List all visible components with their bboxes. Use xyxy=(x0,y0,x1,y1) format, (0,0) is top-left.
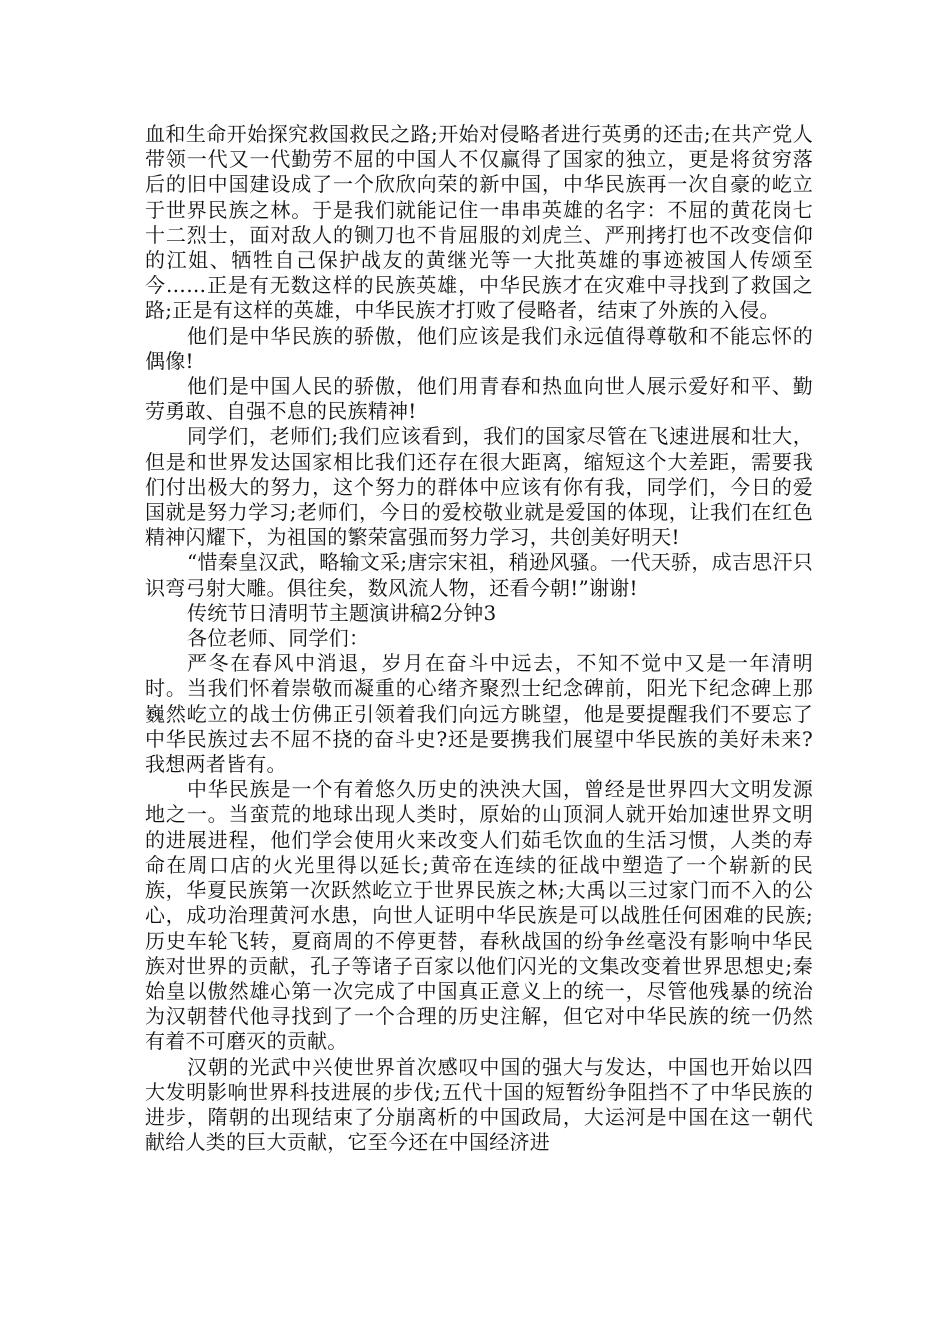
paragraph-history: 中华民族是一个有着悠久历史的泱泱大国，曾经是世界四大文明发源地之一。当蛮荒的地球出现人类时，原始的山顶洞人就开始加速世界文明的进展进程，他们学会使用火来改变人们茹毛饮血的生活习惯，人类的寿命在周口店的火光里得以延长;黄帝在连续的征战中塑造了一个崭新的民族，华夏民族第一次跃然屹立于世界民族之林;大禹以三过家门而不入的公心，成功治理黄河水患，向世人证明中华民族是可以战胜任何困难的民族;历史车轮飞转，夏商周的不停更替，春秋战国的纷争丝毫没有影响中华民族对世界的贡献，孔子等诸子百家以他们闪光的文集改变着世界思想史;秦始皇以傲然雄心第一次完成了中国真正意义上的统一，尽管他残暴的统治为汉朝替代他寻找到了一个合理的历史注解，但它对中华民族的统一仍然有着不可磨灭的贡献。 xyxy=(145,777,813,1054)
paragraph-han-dynasty: 汉朝的光武中兴使世界首次感叹中国的强大与发达，中国也开始以四大发明影响世界科技进展的步伐;五代十国的短暂纷争阻挡不了中华民族的进步，隋朝的出现结束了分崩离析的中国政局，大运河是中国在这一朝代献给人类的巨大贡献，它至今还在中国经济进 xyxy=(145,1054,813,1155)
paragraph-poem-quote: “惜秦皇汉武，略输文采;唐宗宋祖，稍逊风骚。一代天骄，成吉思汗只识弯弓射大雕。俱往矣，数风流人物，还看今朝!”谢谢! xyxy=(145,550,813,600)
speech-greeting: 各位老师、同学们： xyxy=(187,626,370,651)
document-page xyxy=(145,122,813,1155)
paragraph-students-teachers: 同学们，老师们;我们应该看到，我们的国家尽管在飞速进展和壮大，但是和世界发达国家相比我们还存在很大距离，缩短这个大差距，需要我们付出极大的努力，这个努力的群体中应该有你有我，同学们，今日的爱国就是努力学习;老师们，今日的爱校敬业就是爱国的体现，让我们在红色精神闪耀下，为祖国的繁荣富强而努力学习，共创美好明天! xyxy=(145,424,813,550)
paragraph-continuation: 血和生命开始探究救国救民之路;开始对侵略者进行英勇的还击;在共产党人带领一代又一代勤劳不屈的中国人不仅赢得了国家的独立，更是将贫穷落后的旧中国建设成了一个欣欣向荣的新中国，中华民族再一次自豪的屹立于世界民族之林。于是我们就能记住一串串英雄的名字：不屈的黄花岗七十二烈士，面对敌人的铡刀也不肯屈服的刘虎兰、严刑拷打也不改变信仰的江姐、牺牲自己保护战友的黄继光等一大批英雄的事迹被国人传颂至今……正是有无数这样的民族英雄，中华民族才在灾难中寻找到了救国之路;正是有这样的英雄，中华民族才打败了侵略者，结束了外族的入侵。 xyxy=(145,122,813,323)
paragraph-pride-nation: 他们是中华民族的骄傲，他们应该是我们永远值得尊敬和不能忘怀的偶像! xyxy=(145,323,813,373)
speech-title: 传统节日清明节主题演讲稿2分钟3 xyxy=(187,600,497,625)
paragraph-qingming-intro: 严冬在春风中消退，岁月在奋斗中远去，不知不觉中又是一年清明时。当我们怀着崇敬而凝重的心绪齐聚烈士纪念碑前，阳光下纪念碑上那巍然屹立的战士仿佛正引领着我们向远方眺望，他是要提醒我们不要忘了中华民族过去不屈不挠的奋斗史?还是要携我们展望中华民族的美好未来?我想两者皆有。 xyxy=(145,651,813,777)
paragraph-pride-people: 他们是中国人民的骄傲，他们用青春和热血向世人展示爱好和平、勤劳勇敢、自强不息的民族精神! xyxy=(145,374,813,424)
